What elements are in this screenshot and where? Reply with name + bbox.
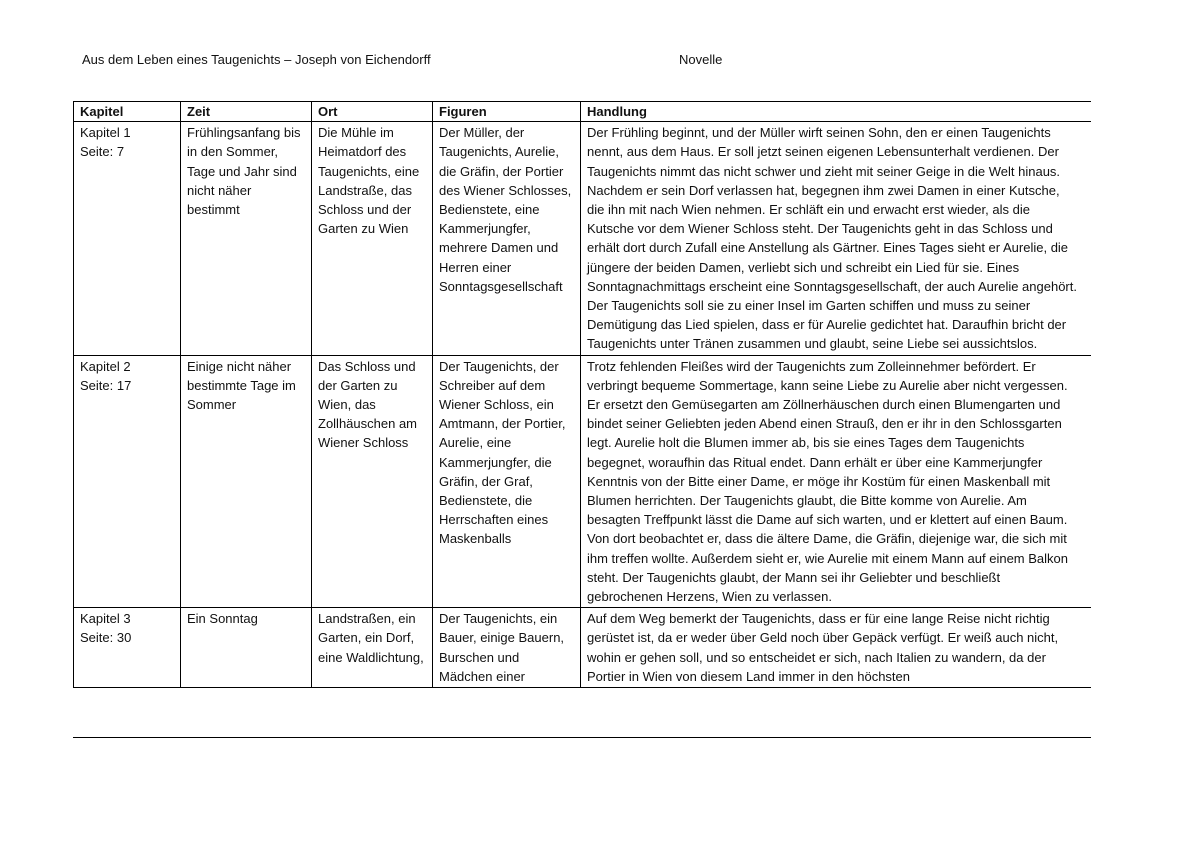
cell-handlung: Auf dem Weg bemerkt der Taugenichts, dass er für eine lange Reise nicht richtig gerüstet ist, da er weder über Geld noch über Gepäck verfügt. Er weiß auch nicht, wohin er gehen soll, und so entscheidet er sich, nach Italien zu wandern, da der Portier in Wien von diesem Land immer in den höchsten (581, 608, 1092, 688)
chapter-label: Kapitel 1 (80, 125, 131, 141)
column-header-kapitel: Kapitel (74, 102, 181, 122)
cell-figuren: Der Taugenichts, der Schreiber auf dem Wiener Schloss, ein Amtmann, der Portier, Aurelie, eine Kammerjungfer, die Gräfin, der Graf, Bedienstete, die Herrschaften eines Maskenballs (433, 355, 581, 608)
cell-ort: Das Schloss und der Garten zu Wien, das Zollhäuschen am Wiener Schloss (312, 355, 433, 608)
column-header-handlung: Handlung (581, 102, 1092, 122)
chapter-label: Kapitel 3 (80, 611, 131, 627)
chapter-table-container (73, 101, 1091, 738)
page-label: Seite: 7 (80, 144, 125, 160)
page-label: Seite: 30 (80, 630, 132, 646)
cell-figuren: Der Taugenichts, ein Bauer, einige Bauern, Burschen und Mädchen einer (433, 608, 581, 688)
cell-zeit: Frühlingsanfang bis in den Sommer, Tage und Jahr sind nicht näher bestimmt (181, 122, 312, 355)
cell-zeit: Ein Sonntag (181, 608, 312, 688)
cell-ort: Landstraßen, ein Garten, ein Dorf, eine Waldlichtung, (312, 608, 433, 688)
column-header-zeit: Zeit (181, 102, 312, 122)
column-header-ort: Ort (312, 102, 433, 122)
chapter-label: Kapitel 2 (80, 358, 131, 374)
chapter-table (73, 101, 1091, 688)
document-genre: Novelle (679, 52, 723, 67)
table-row (74, 122, 1092, 355)
cell-kapitel (74, 608, 181, 688)
cell-zeit: Einige nicht näher bestimmte Tage im Sommer (181, 355, 312, 608)
table-header-row (74, 102, 1092, 122)
table-row (74, 608, 1092, 688)
cell-ort: Die Mühle im Heimatdorf des Taugenichts, eine Landstraße, das Schloss und der Garten zu Wien (312, 122, 433, 355)
document-title: Aus dem Leben eines Taugenichts – Joseph von Eichendorff (82, 52, 431, 67)
cell-handlung: Der Frühling beginnt, und der Müller wirft seinen Sohn, den er einen Taugenichts nennt, aus dem Haus. Er soll jetzt seinen eigenen Lebensunterhalt verdienen. Der Taugenichts nimmt das nicht schwer und zieht mit seiner Geige in die Welt hinaus. Nachdem er sein Dorf verlassen hat, begegnen ihm zwei Damen in einer Kutsche, die ihn mit nach Wien nehmen. Er schläft ein und erwacht erst wieder, als die Kutsche vor dem Wiener Schloss steht. Der Taugenichts geht in das Schloss und erhält dort durch Zufall eine Anstellung als Gärtner. Eines Tages sieht er Aurelie, die jüngere der beiden Damen, verliebt sich und schreibt ein Lied für sie. Eines Sonntagnachmittags erscheint eine Sonntagsgesellschaft, der auch Aurelie angehört. Der Taugenichts soll sie zu einer Insel im Garten schiffen und muss zu seiner Demütigung das Lied spielen, dass er für Aurelie gedichtet hat. Daraufhin bricht der Taugenichts unter Tränen zusammen und glaubt, seine Liebe sei aussichtslos. (581, 122, 1092, 355)
cell-kapitel (74, 122, 181, 355)
cell-figuren: Der Müller, der Taugenichts, Aurelie, die Gräfin, der Portier des Wiener Schlosses, Bedienstete, eine Kammerjungfer, mehrere Damen und Herren einer Sonntagsgesellschaft (433, 122, 581, 355)
cell-kapitel (74, 355, 181, 608)
column-header-figuren: Figuren (433, 102, 581, 122)
cell-handlung: Trotz fehlenden Fleißes wird der Taugenichts zum Zolleinnehmer befördert. Er verbringt bequeme Sommertage, kann seine Liebe zu Aurelie aber nicht vergessen. Er ersetzt den Gemüsegarten am Zöllnerhäuschen durch einen Blumengarten und bindet seiner Geliebten jeden Abend einen Strauß, den er ihr in den Schlossgarten legt. Aurelie holt die Blumen immer ab, bis sie eines Tages dem Taugenichts begegnet, woraufhin das Ritual endet. Dann erhält er über eine Kammerjungfer Kenntnis von der Bitte einer Dame, er möge ihr Kostüm für einen Maskenball mit Blumen herrichten. Der Taugenichts glaubt, die Bitte komme von Aurelie. Am besagten Treffpunkt lässt die Dame auf sich warten, und er klettert auf einen Baum. Von dort beobachtet er, dass die ältere Dame, die Gräfin, diejenige war, die sich mit ihm treffen wollte. Außerdem sieht er, wie Aurelie mit einem Mann auf einem Balkon steht. Der Taugenichts glaubt, der Mann sei ihr Geliebter und beschließt gebrochenen Herzens, Wien zu verlassen. (581, 355, 1092, 608)
page-label: Seite: 17 (80, 377, 132, 393)
table-row (74, 355, 1092, 608)
